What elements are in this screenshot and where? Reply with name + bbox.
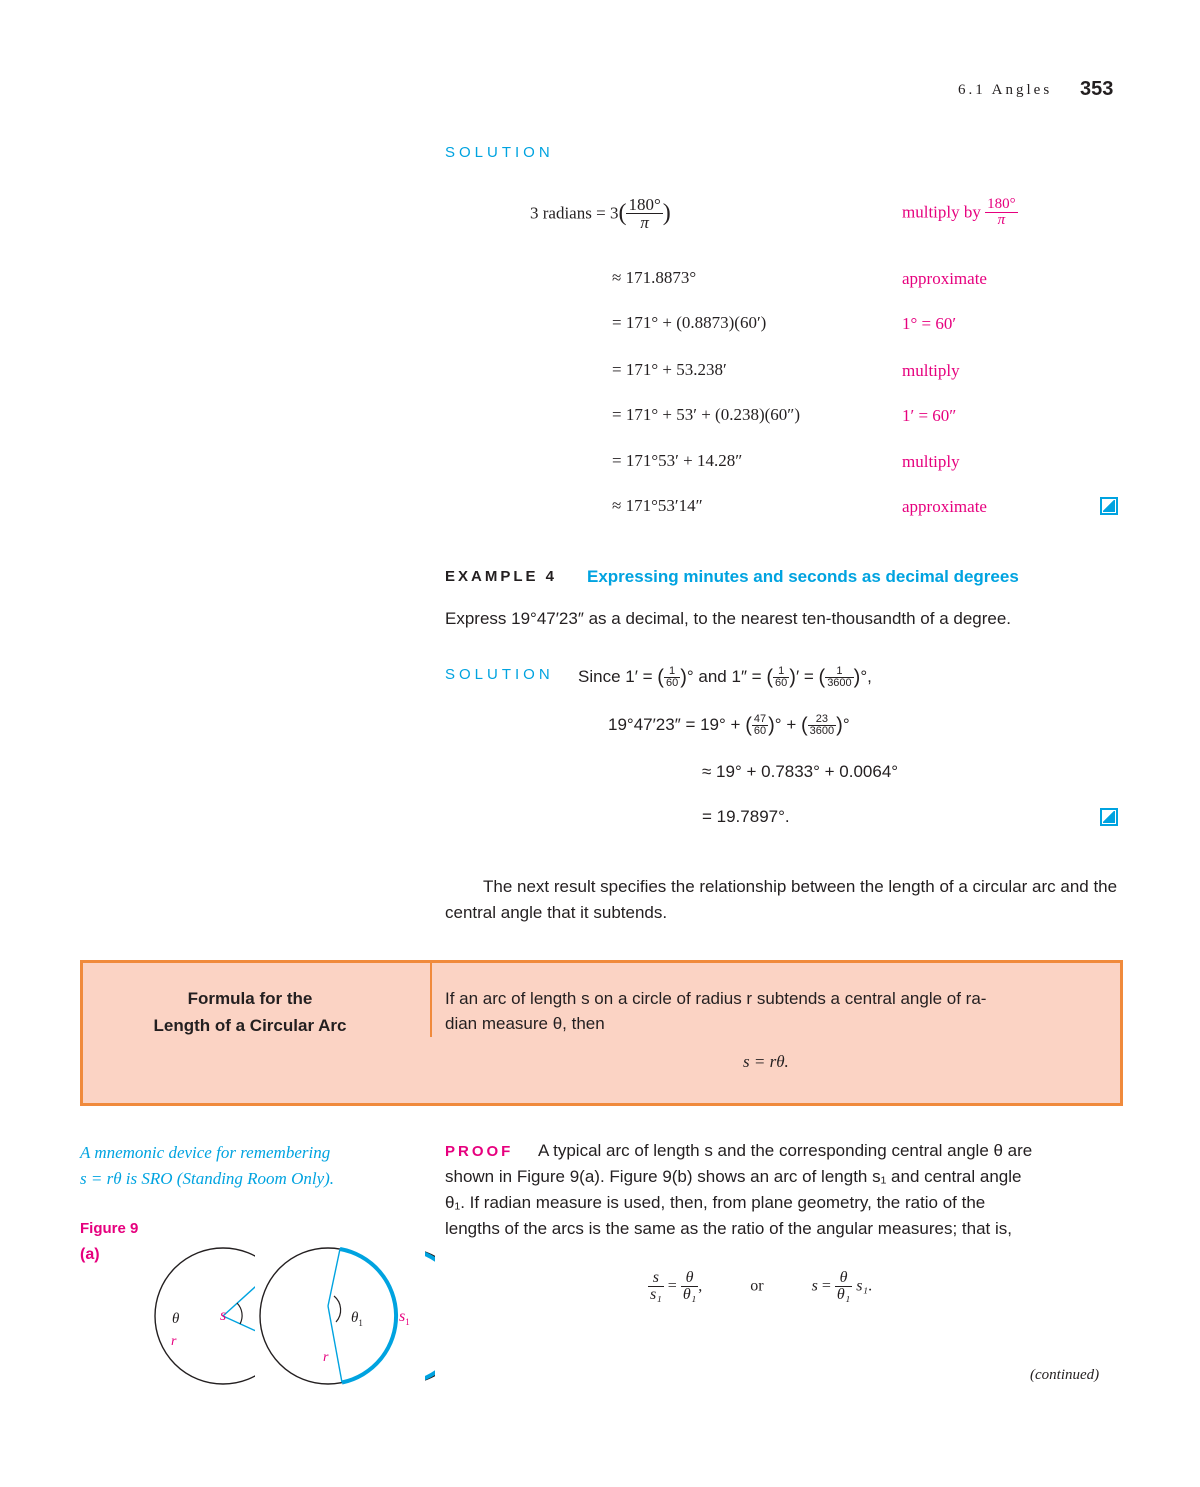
formula-box-title: Formula for the Length of a Circular Arc <box>153 989 347 1035</box>
proof-line-3: θ₁. If radian measure is used, then, from plane geometry, the ratio of the <box>445 1193 986 1212</box>
continued-note: (continued) <box>1030 1367 1100 1383</box>
formula-box-text-1: If an arc of length s on a circle of radius r subtends a central angle of ra- <box>445 989 987 1008</box>
formula-box-divider <box>430 963 432 1037</box>
solution1-row-2: = 171° + (0.8873)(60′) <box>612 313 767 332</box>
note-row-6: approximate <box>902 497 987 516</box>
solution1-first-line: 3 radians = 3( $\frac{180^\circ}{\pi}$ ) <box>530 195 671 232</box>
note-row-3: multiply <box>902 361 960 380</box>
formula-s-equals-r-theta: s = rθ. <box>743 1052 789 1071</box>
figure-label: Figure 9 <box>80 1220 139 1237</box>
theta1-label-b: $\theta_1$ <box>351 1310 363 1328</box>
note-multiply-by: multiply by $\frac{180^\circ}{\pi}$ <box>902 196 1016 228</box>
lhs-3-radians: 3 radians <box>530 203 592 223</box>
fraction-180-over-pi: $\frac{180^\circ}{\pi}$ <box>628 195 661 232</box>
example-statement: Express 19°47′23″ as a decimal, to the nearest ten-thousandth of a degree. <box>445 609 1012 628</box>
formula-box-text-2: dian measure θ, then <box>445 1014 605 1033</box>
r-label-b: r <box>323 1350 329 1365</box>
proof-line-4: lengths of the arcs is the same as the ratio of the angular measures; that is, <box>445 1219 1012 1238</box>
proof-line-2: shown in Figure 9(a). Figure 9(b) shows an arc of length s₁ and central angle <box>445 1167 1022 1186</box>
proof-line-1: A typical arc of length s and the corresponding central angle θ are <box>538 1141 1033 1160</box>
solution1-row-4: = 171° + 53′ + (0.238)(60″) <box>612 405 801 424</box>
solution1-row-3: = 171° + 53.238′ <box>612 360 727 379</box>
s-label-a: s <box>220 1307 227 1324</box>
solution2-line3: ≈ 19° + 0.7833° + 0.0064° <box>702 762 899 781</box>
s1-label-b: $s_1$ <box>399 1308 410 1328</box>
solution2-heading: SOLUTION <box>445 666 554 683</box>
solution-heading: SOLUTION <box>445 144 554 161</box>
end-of-solution-icon <box>1100 808 1118 826</box>
solution2-line1: Since 1′ = ( $\frac{1}{60}$ )° and 1″ = ( $\frac{1}{60}$ )′ = ( $\frac{1}{3600}$ )°, <box>578 665 872 690</box>
note-row-5: multiply <box>902 452 960 471</box>
solution1-row-5: = 171°53′ + 14.28″ <box>612 451 743 470</box>
theta-label-a: θ <box>172 1311 180 1327</box>
page-number: 353 <box>1080 78 1114 100</box>
note-row-2: 1° = 60′ <box>902 314 957 333</box>
end-of-solution-icon <box>1100 497 1118 515</box>
proof-ratio-equation: $\frac{s}{\text{s₁}}$ = $\frac{\theta}{\text{θ₁}}$ , or s = $\frac{\theta}{\text{θ₁}}$ s₁. <box>650 1269 873 1303</box>
coef: 3 <box>609 203 619 223</box>
solution1-row-6: ≈ 171°53′14″ <box>612 496 703 515</box>
r-label-a: r <box>171 1334 177 1349</box>
running-head: 6.1 Angles <box>958 82 1053 98</box>
solution2-line2: 19°47′23″ = 19° + ( $\frac{47}{60}$ )° + ( $\frac{23}{3600}$ )° <box>608 713 850 738</box>
proof-label: PROOF <box>445 1143 514 1160</box>
paragraph-next-result: The next result specifies the relationship between the length of a circular arc and the central angle that it subtends. <box>445 877 1118 922</box>
margin-note: A mnemonic device for remembering s = rθ is SRO (Standing Room Only). <box>80 1143 335 1188</box>
example-label: EXAMPLE 4 <box>445 568 558 585</box>
figure-a-label: (a) <box>80 1246 100 1263</box>
note-row-1: approximate <box>902 269 987 288</box>
example-title: Expressing minutes and seconds as decimal degrees <box>587 567 1019 586</box>
solution2-line4: = 19.7897°. <box>702 807 790 826</box>
solution1-row-1: ≈ 171.8873° <box>612 268 697 287</box>
note-row-4: 1′ = 60″ <box>902 406 957 425</box>
